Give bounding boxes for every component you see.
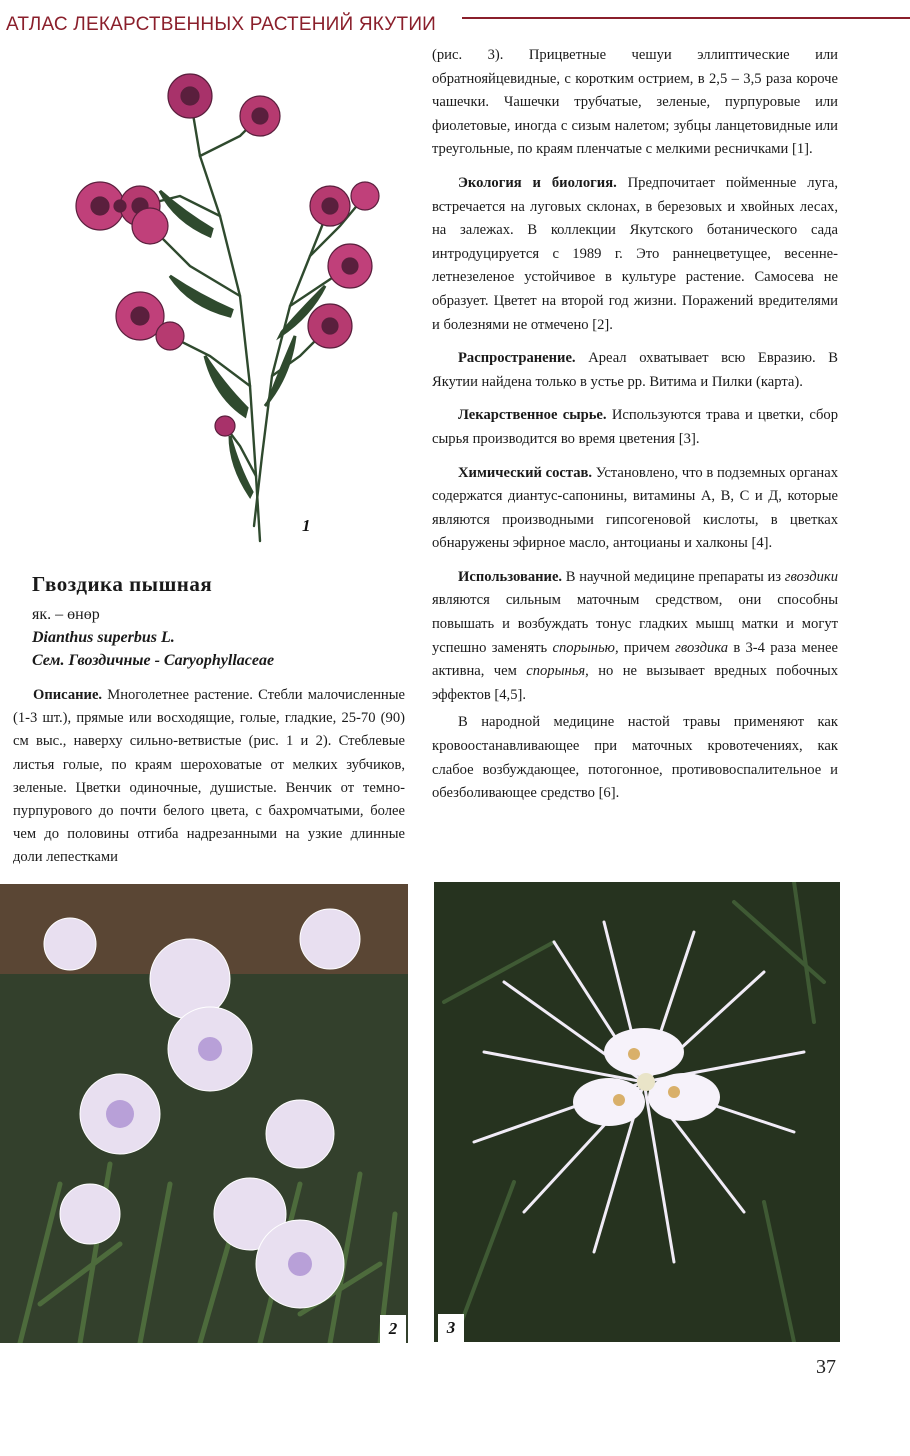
photo-figure-3 bbox=[434, 882, 840, 1342]
usage-italic-2: спорынью bbox=[552, 639, 615, 656]
botanical-illustration bbox=[40, 56, 400, 546]
usage-text-4: в 3-4 раза менее активна, чем bbox=[432, 639, 839, 680]
yakut-name: як. – өнөр bbox=[32, 606, 100, 623]
page-header bbox=[0, 0, 910, 48]
usage-text-2: являются сильным маточным средством, они способны повышать и возбуждать тонус гладких мышц матки и могут успешно заменять bbox=[432, 592, 838, 656]
ecology-paragraph bbox=[432, 172, 838, 337]
description-text: Многолетнее растение. Стебли малочисленные (1-3 шт.), прямые или восходящие, голые, гладкие, 25-70 (90) см выс., наверху сильно-ветвистые (рис. 1 и 2). Стеблевые листья голые, по краям шероховатые от мелких зубчиков, зеленые. Цветки одиночные, душистые. Венчик от темно-пурпурового до почти белого цвета, с бахромчатыми, более чем до половины отгиба надрезанными на узкие длинные доли лепестками bbox=[13, 687, 405, 866]
header-rule bbox=[462, 17, 910, 19]
species-name: Гвоздика пышная bbox=[32, 572, 213, 596]
latin-name: Dianthus superbus L. bbox=[32, 629, 175, 646]
flower-closeup-photo bbox=[434, 882, 840, 1342]
raw-material-text: Используются трава и цветки, сбор сырья производится во время цветения [3]. bbox=[432, 407, 838, 447]
figure-3-label: 3 bbox=[438, 1314, 464, 1342]
description-continuation: (рис. 3). Прицветные чешуи эллиптические или обратнояйцевидные, с коротким острием, в 2,5 – 3,5 раза короче чашечки. Чашечки трубчатые, зеленые, пурпуровые или фиолетовые, иногда с сизым налетом; зубцы ланцетовидные или треугольные, по краям пленчатые с мелкими ресничками [1]. bbox=[432, 47, 838, 158]
page-number: 37 bbox=[816, 1356, 836, 1378]
flower-bed-photo bbox=[0, 884, 408, 1343]
distribution-text: Ареал охватывает всю Евразию. В Якутии найдена только в устье рр. Витима и Пилки (карта). bbox=[432, 350, 838, 390]
right-column bbox=[432, 44, 838, 806]
usage-text-5: , но не вызывает вредных побочных эффектов [4,5]. bbox=[432, 663, 838, 703]
usage-heading: Использование. bbox=[458, 568, 563, 585]
description-heading: Описание. bbox=[33, 687, 103, 703]
usage-text-1: В научной медицине препараты из bbox=[562, 568, 785, 585]
usage-italic-4: спорынья bbox=[526, 663, 586, 680]
figure-1-label: 1 bbox=[302, 516, 311, 535]
chemistry-text: Установлено, что в подземных органах содержатся диантус-сапонины, витамины А, В, С и Д, которые являются производными гипсогеновой кислоты, в цветках обнаружены эфирное масло, антоцианы и халконы [4]. bbox=[432, 464, 839, 552]
description-section bbox=[13, 684, 405, 870]
raw-material-paragraph bbox=[432, 404, 838, 451]
usage-text-3: , причем bbox=[614, 639, 676, 656]
distribution-heading: Распространение. bbox=[458, 350, 576, 367]
ecology-heading: Экология и биология. bbox=[458, 174, 617, 191]
usage-italic-3: гвоздика bbox=[675, 639, 729, 656]
running-title: АТЛАС ЛЕКАРСТВЕННЫХ РАСТЕНИЙ ЯКУТИИ bbox=[6, 14, 437, 35]
distribution-paragraph bbox=[432, 347, 838, 394]
ecology-text: Предпочитает пойменные луга, встречается на луговых склонах, в березовых и хвойных лесах, на залежах. В коллекции Якутского ботанического сада интродуцируется с 1989 г. Это раннецветущее, весенне-летнезеленое устойчивое в культуре растение. Самосева не образует. Цветет на второй год жизни. Поражений вредителями и болезнями не отмечено [2]. bbox=[432, 174, 838, 333]
folk-medicine-paragraph: В народной медицине настой травы применяют как кровоостанавливающее при маточных кровотечениях, как слабое возбуждающее, потогонное, противовоспалительное и обезболивающее средство [6]. bbox=[432, 714, 838, 802]
species-title-block bbox=[32, 572, 412, 672]
description-paragraph bbox=[13, 684, 405, 870]
photo-figure-2 bbox=[0, 884, 408, 1343]
chemistry-heading: Химический состав. bbox=[458, 464, 593, 481]
family-name: Сем. Гвоздичные - Caryophyllaceae bbox=[32, 652, 275, 669]
raw-material-heading: Лекарственное сырье. bbox=[458, 407, 607, 424]
dianthus-drawing bbox=[40, 56, 400, 546]
usage-italic-1: гвоздики bbox=[784, 568, 838, 585]
usage-paragraph bbox=[432, 566, 838, 708]
figure-2-label: 2 bbox=[380, 1315, 406, 1343]
chemistry-paragraph bbox=[432, 462, 838, 556]
